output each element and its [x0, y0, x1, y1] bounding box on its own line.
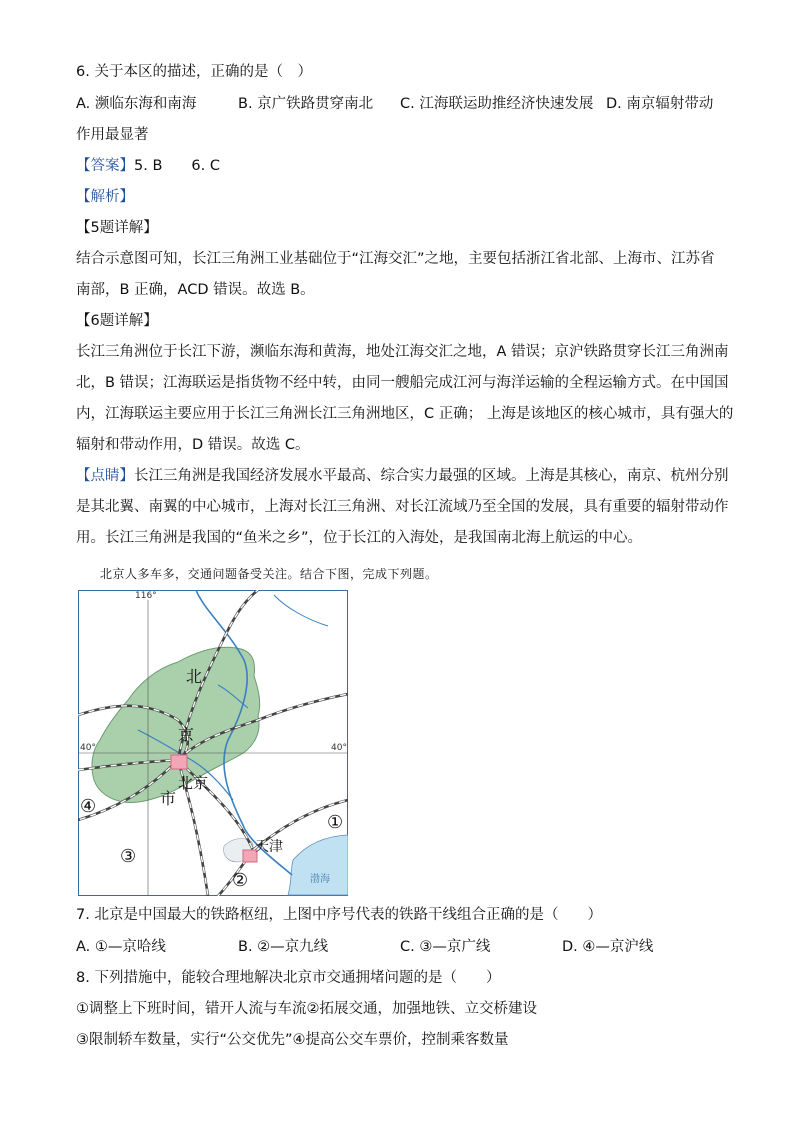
- q7-option-d: D. ④—京沪线: [562, 939, 654, 955]
- q8-stem: 8. 下列措施中，能较合理地解决北京市交通拥堵问题的是（ ）: [76, 970, 501, 986]
- comment-line-2: 是其北翼、南翼的中心城市，上海对长江三角洲、对长江流域乃至全国的发展，具有重要的辐射带动作: [76, 499, 729, 515]
- q7-option-c: C. ③—京广线: [400, 939, 491, 955]
- answer-text: 5. B 6. C: [134, 158, 220, 174]
- comment-line-1: [76, 466, 729, 486]
- beijing-railway-map: [78, 590, 348, 896]
- analysis-tag: 【解析】: [76, 189, 134, 205]
- tianjin-city-label: 天津: [255, 839, 283, 855]
- longitude-label: 116°: [135, 591, 157, 601]
- q7-stem: 7. 北京是中国最大的铁路枢纽，上图中序号代表的铁路干线组合正确的是（ ）: [76, 907, 602, 923]
- comment-first: 长江三角洲是我国经济发展水平最高、综合实力最强的区域。上海是其核心，南京、杭州分别: [134, 468, 729, 484]
- detail6-line-3: 内，江海联运主要应用于长江三角洲长江三角洲地区，C 正确； 上海是该地区的核心城市，具有强大的: [76, 406, 734, 422]
- q6-option-b: B. 京广铁路贯穿南北: [238, 96, 374, 112]
- sea-label: 渤海: [310, 874, 330, 885]
- detail6-tag: 【6题详解】: [76, 313, 158, 329]
- q7-option-b: B. ②—京九线: [238, 939, 329, 955]
- q6-option-d: D. 南京辐射带动: [606, 96, 714, 112]
- detail5-tag: 【5题详解】: [76, 220, 158, 236]
- beijing-city-patch: [171, 755, 187, 769]
- detail5-line-2: 南部，B 正确，ACD 错误。故选 B。: [76, 282, 315, 298]
- marker-3: ③: [120, 846, 137, 867]
- latitude-label-right: 40°: [331, 743, 347, 753]
- q8-line-2: ③限制轿车数量，实行“公交优先”④提高公交车票价，控制乘客数量: [76, 1032, 509, 1048]
- q7-option-a: A. ①—京哈线: [76, 939, 166, 955]
- q6-option-c: C. 江海联运助推经济快速发展: [400, 96, 594, 112]
- q6-stem: 6. 关于本区的描述，正确的是（ ）: [76, 64, 312, 80]
- detail6-line-1: 长江三角洲位于长江下游，濒临东海和黄海，地处江海交汇之地，A 错误；京沪铁路贯穿长江三角洲南: [76, 344, 729, 360]
- detail6-line-2: 北，B 错误；江海联运是指货物不经中转，由同一艘船完成江河与海洋运输的全程运输方式。在中国国: [76, 375, 729, 391]
- region-char-bei: 北: [186, 667, 203, 686]
- marker-2: ②: [232, 870, 249, 891]
- marker-1: ①: [327, 812, 344, 833]
- latitude-label-left: 40°: [80, 743, 96, 753]
- answer-tag: 【答案】: [76, 158, 134, 174]
- comment-line-3: 用。长江三角洲是我国的“鱼米之乡”，位于长江的入海处，是我国南北海上航运的中心。: [76, 530, 643, 546]
- beijing-city-label: 北京: [178, 774, 209, 792]
- map-intro: 北京人多车多，交通问题备受关注。结合下图，完成下列题。: [100, 567, 438, 581]
- detail5-line-1: 结合示意图可知，长江三角洲工业基础位于“江海交汇”之地，主要包括浙江省北部、上海市、江苏省: [76, 251, 715, 267]
- q6-option-d-continuation: 作用最显著: [76, 127, 149, 143]
- q6-option-a: A. 濒临东海和南海: [76, 96, 197, 112]
- answer-line: [76, 156, 220, 176]
- region-char-shi: 市: [160, 789, 177, 808]
- region-char-jing: 京: [178, 725, 195, 744]
- comment-tag: 【点睛】: [76, 468, 134, 484]
- marker-4: ④: [80, 796, 97, 817]
- detail6-line-4: 辐射和带动作用，D 错误。故选 C。: [76, 437, 310, 453]
- q8-line-1: ①调整上下班时间，错开人流与车流②拓展交通，加强地铁、立交桥建设: [76, 1001, 537, 1017]
